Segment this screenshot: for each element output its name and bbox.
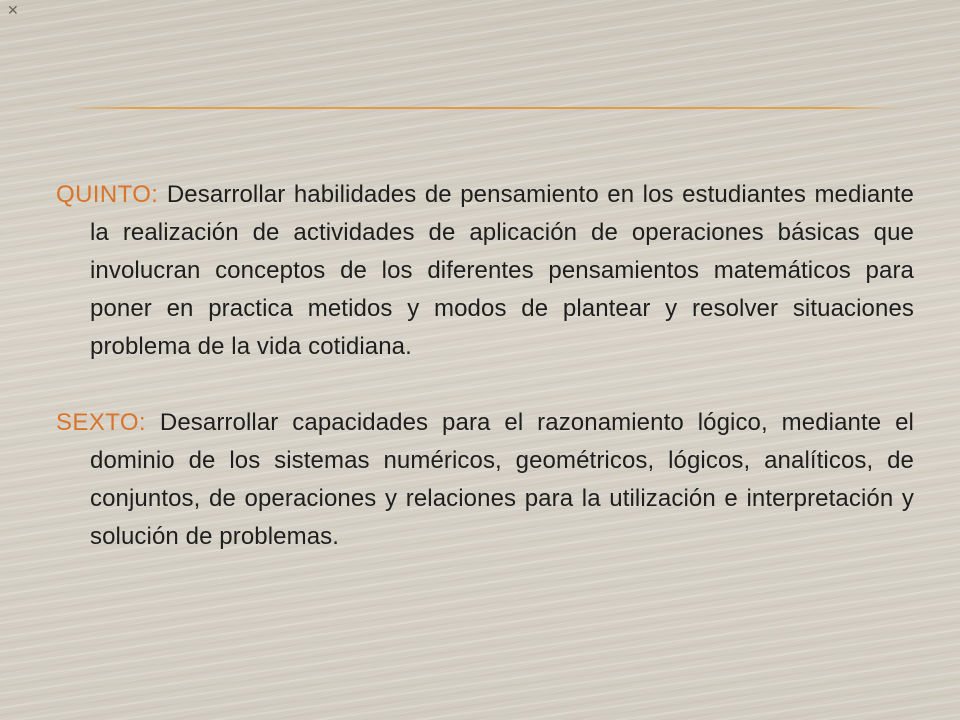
paragraph-lead-sexto: SEXTO:: [56, 409, 146, 436]
title-divider: [64, 107, 902, 109]
corner-x-icon: ✕: [7, 2, 19, 18]
paragraph-text-sexto: Desarrollar capacidades para el razonamiento lógico, mediante el dominio de los sistemas numéricos, geométricos, lógicos, analíticos, de conjuntos, de operaciones y relaciones para la utilización e interpretación y solución de problemas.: [90, 409, 914, 550]
paragraph-quinto: [56, 176, 914, 366]
paragraph-lead-quinto: QUINTO:: [56, 181, 159, 208]
slide-content: [56, 176, 914, 556]
paragraph-sexto: [56, 404, 914, 556]
paragraph-text-quinto: Desarrollar habilidades de pensamiento en los estudiantes mediante la realización de actividades de aplicación de operaciones básicas que involucran conceptos de los diferentes pensamientos matemáticos para poner en practica metidos y modos de plantear y resolver situaciones problema de la vida cotidiana.: [90, 181, 914, 360]
